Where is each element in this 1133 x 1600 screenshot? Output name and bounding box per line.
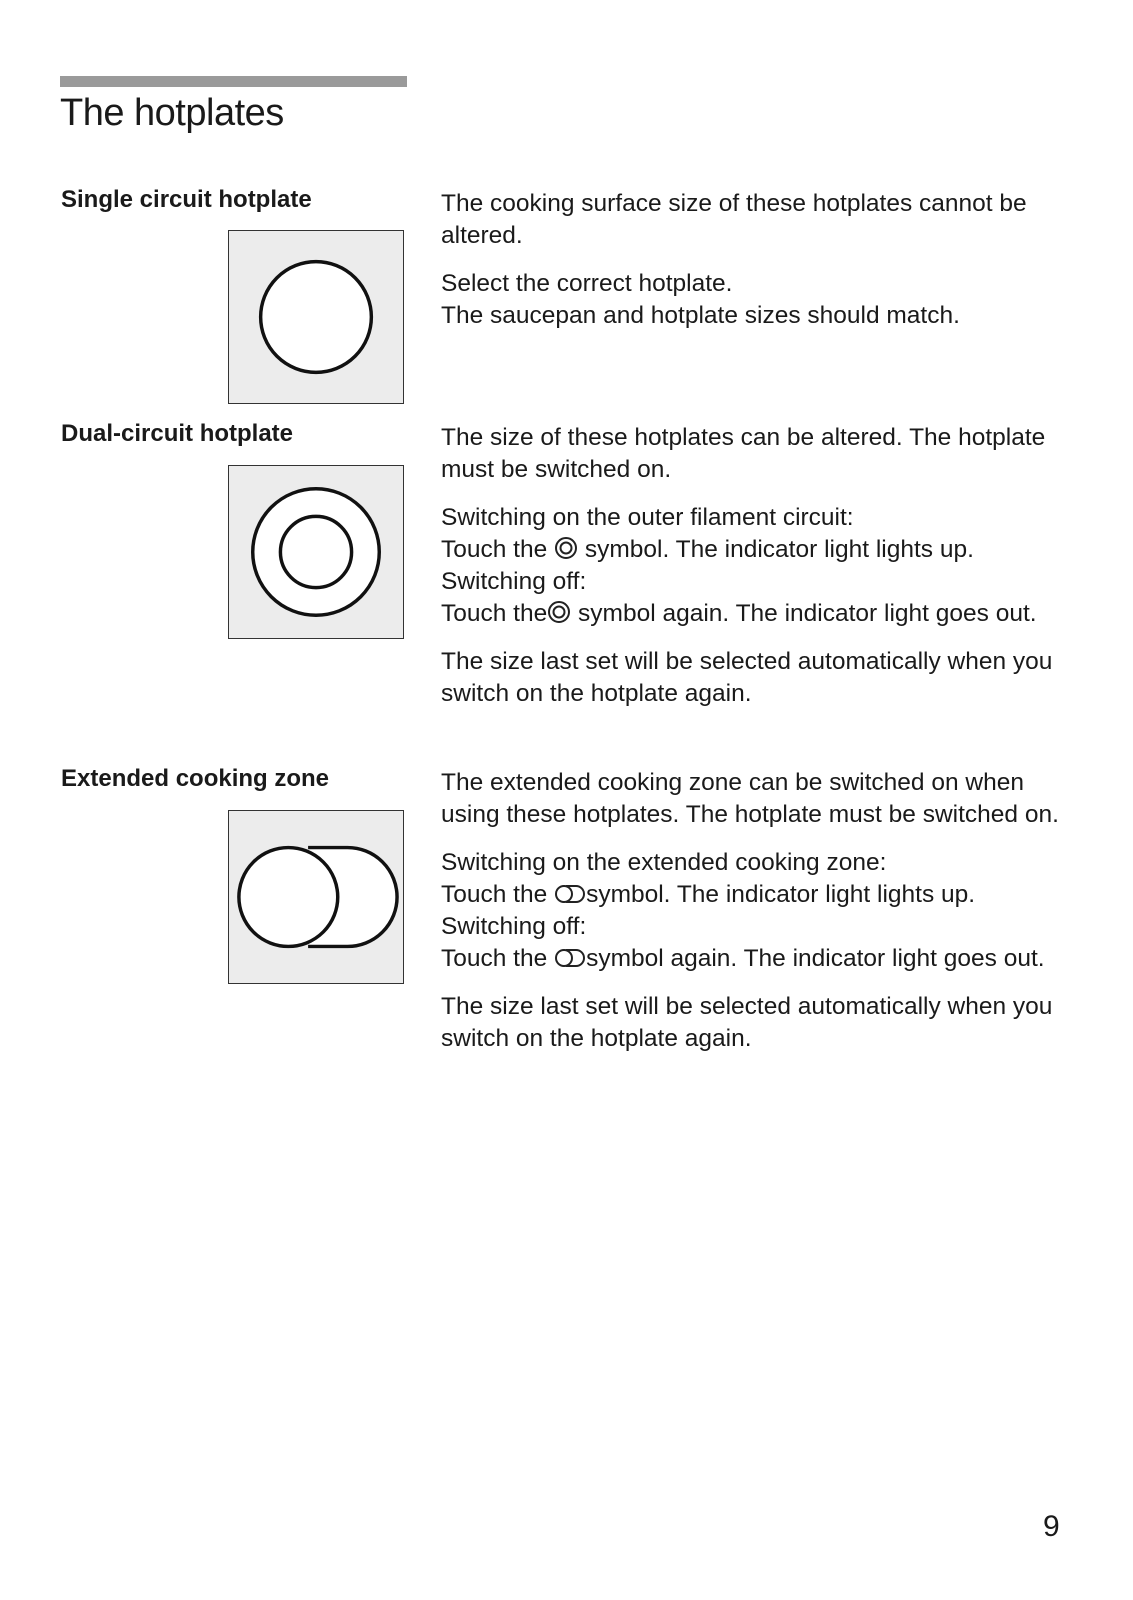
extended-on-heading: Switching on the extended cooking zone:	[441, 849, 887, 876]
extended-off-heading: Switching off:	[441, 913, 587, 940]
dual-circuit-hotplate-icon	[229, 466, 403, 638]
single-circuit-paragraph-2	[441, 268, 1081, 332]
dual-on-pre: Touch the	[441, 536, 555, 563]
single-circuit-line-1: Select the correct hotplate.	[441, 270, 733, 297]
title-rule	[60, 76, 407, 87]
extended-on-post: symbol. The indicator light lights up.	[586, 881, 976, 908]
single-circuit-hotplate-icon	[229, 231, 403, 403]
extended-zone-paragraph-1: The extended cooking zone can be switched on when using these hotplates. The hotplate must be switched on.	[441, 769, 1059, 828]
extended-cooking-zone-icon	[229, 811, 403, 983]
single-circuit-label: Single circuit hotplate	[61, 186, 312, 213]
single-circuit-hotplate-figure	[228, 230, 404, 404]
dual-circuit-symbol-icon	[554, 536, 578, 560]
dual-off-heading: Switching off:	[441, 568, 587, 595]
dual-off-pre: Touch the	[441, 600, 548, 627]
dual-circuit-instructions	[441, 502, 1081, 630]
dual-off-instruction	[441, 598, 1081, 630]
dual-on-instruction	[441, 534, 1081, 566]
dual-off-post: symbol again. The indicator light goes out.	[571, 600, 1037, 627]
extended-on-instruction	[441, 879, 1081, 911]
extended-zone-symbol-icon	[554, 947, 586, 969]
extended-zone-label: Extended cooking zone	[61, 765, 330, 792]
single-circuit-paragraph-1: The cooking surface size of these hotplates cannot be altered.	[441, 190, 1027, 249]
extended-zone-instructions	[441, 847, 1081, 975]
dual-circuit-text	[441, 422, 1081, 726]
extended-zone-paragraph-3: The size last set will be selected automatically when you switch on the hotplate again.	[441, 993, 1053, 1052]
extended-cooking-zone-figure	[228, 810, 404, 984]
single-circuit-text	[441, 188, 1081, 348]
dual-circuit-symbol-icon	[547, 600, 571, 624]
extended-zone-symbol-icon	[554, 883, 586, 905]
extended-off-post: symbol again. The indicator light goes out.	[586, 945, 1045, 972]
extended-zone-text	[441, 767, 1081, 1071]
dual-circuit-label: Dual-circuit hotplate	[61, 420, 294, 447]
dual-circuit-hotplate-figure	[228, 465, 404, 639]
single-circuit-line-2: The saucepan and hotplate sizes should match.	[441, 302, 960, 329]
extended-off-pre: Touch the	[441, 945, 555, 972]
extended-off-instruction	[441, 943, 1081, 975]
extended-on-pre: Touch the	[441, 881, 555, 908]
dual-circuit-paragraph-3: The size last set will be selected automatically when you switch on the hotplate again.	[441, 648, 1053, 707]
dual-on-heading: Switching on the outer filament circuit:	[441, 504, 854, 531]
dual-on-post: symbol. The indicator light lights up.	[578, 536, 974, 563]
dual-circuit-paragraph-1: The size of these hotplates can be altered. The hotplate must be switched on.	[441, 424, 1046, 483]
page-title: The hotplates	[60, 92, 284, 134]
page-number: 9	[1043, 1510, 1060, 1543]
